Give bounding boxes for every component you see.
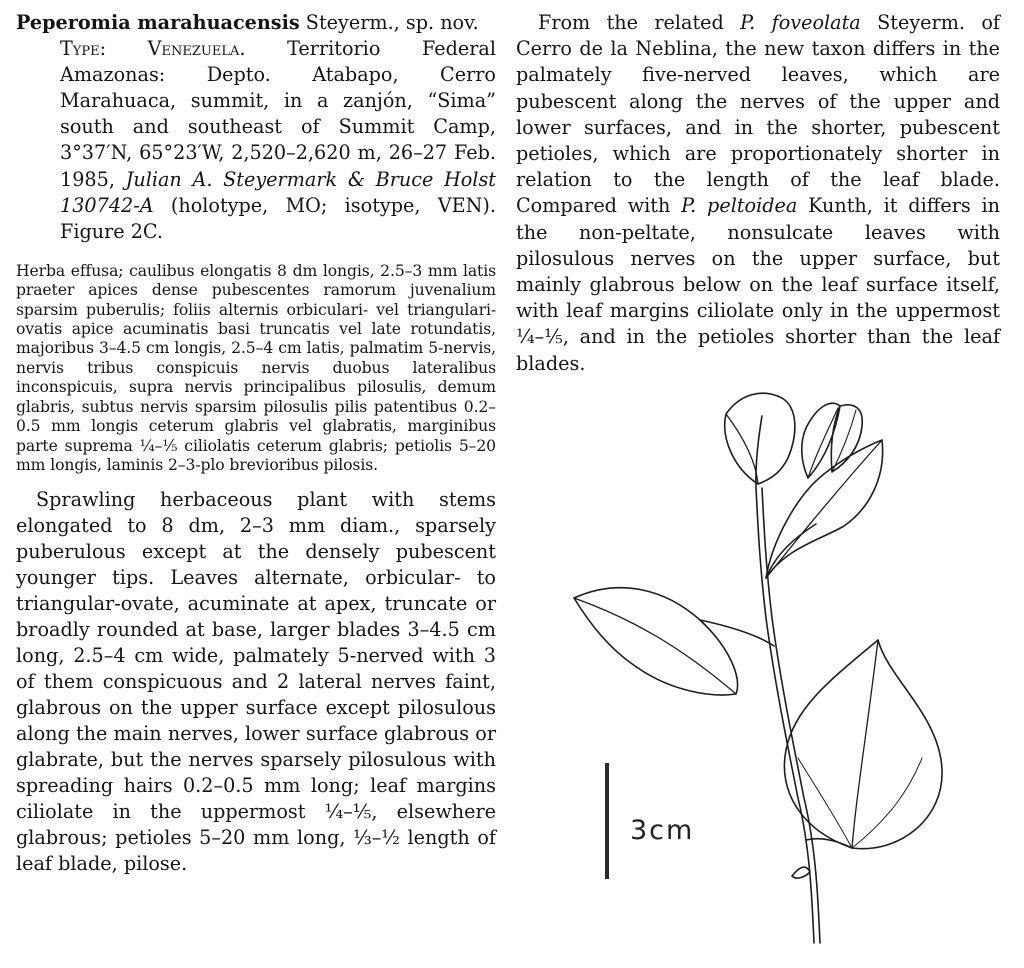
english-description: Sprawling herbaceous plant with stems elongated to 8 dm, 2–3 mm diam., sparsely puberulous except at the densely pubescent younger tips. Leaves alternate, orbicular- to triangular-ovate, acuminate at apex, truncate or broadly rounded at base, larger blades 3–4.5 cm long, 2.5–4 cm wide, palmately 5-nerved with 3 of them conspicuous and 2 lateral nerves faint, glabrous on the upper surface except pilosulous along the main nerves, lower surface glabrous or glabrate, but the nerves sparsely pilosulous with spreading hairs 0.2–0.5 mm long; leaf margins ciliolate in the uppermost ¼–⅕, elsewhere glabrous; petioles 5–20 mm long, ⅓–½ length of leaf blade, pilose. (16, 488, 496, 876)
collectors: Julian A. Steyermark & Bruce Holst 130742-A (60, 167, 497, 217)
related-species-foveolata: P. foveolata (740, 11, 861, 34)
type-locality: Territorio Federal Amazonas: Depto. Atabapo, Cerro Marahuaca, summit, in a zanjón, “Sima” south and southeast of Summit Camp, 3°37′N, 65°23′W, 2,520–2,620 m, 26–27 Feb. 1985, (60, 37, 496, 191)
discussion-text-3: Kunth, it differs in the non-peltate, nonsulcate leaves with pilosulous nerves on the upper surface, but mainly glabrous below on the leaf surface itself, with leaf margins ciliolate only in the uppermost ¼–⅕, and in the petioles shorter than the leaf blades. (516, 194, 1000, 375)
authority-status: Steyerm., sp. nov. (299, 11, 479, 34)
species-entry-header (16, 10, 496, 245)
type-deposition: (holotype, MO; isotype, VEN). Figure 2C. (60, 193, 496, 243)
type-label: Type: Venezuela. (60, 37, 246, 61)
scale-label: 3cm (630, 815, 695, 846)
left-column (16, 10, 496, 877)
leaf-middle-left (574, 588, 774, 695)
discussion-text-2: Steyerm. of Cerro de la Neblina, the new taxon differs in the palmately five-nerved leaves, which are pubescent along the nerves of the upper and lower surfaces, and in the shorter, pubescent petioles, which are proportionately shorter in relation to the length of the leaf blade. Compared with (516, 11, 1000, 218)
plant-illustration (560, 378, 1000, 958)
leaf-top-right (831, 405, 862, 472)
discussion-text-1: From the related (538, 11, 741, 34)
species-name: Peperomia marahuacensis (16, 11, 300, 34)
latin-diagnosis: Herba effusa; caulibus elongatis 8 dm longis, 2.5–3 mm latis praeter apices dense pubescentes ramorum juvenalium sparsim puberulis; foliis alternis orbiculari- vel triangulari-ovatis apice acuminatis basi truncatis vel late rotundatis, majoribus 3–4.5 cm longis, 2.5–4 cm latis, palmatim 5-nervis, nervis tribus conspicuis nervis duobus lateralibus inconspicuis, supra nervis principalibus pilosulis, demum glabris, subtus nervis sparsim pilosulis pilis patentibus 0.2–0.5 mm longis ceterum glabris vel glabratis, marginibus parte suprema ¼–⅕ ciliolatis ceterum glabris; petiolis 5–20 mm longis, laminis 2–3-plo brevioribus pilosis. (16, 261, 496, 474)
main-stem (756, 416, 814, 943)
related-species-peltoidea: P. peltoidea (681, 194, 798, 218)
scale-bar (605, 763, 609, 879)
leaf-top-left (725, 393, 795, 484)
discussion-paragraph (516, 10, 1000, 377)
right-column (516, 10, 1000, 377)
leaf-upper-right (766, 440, 883, 578)
